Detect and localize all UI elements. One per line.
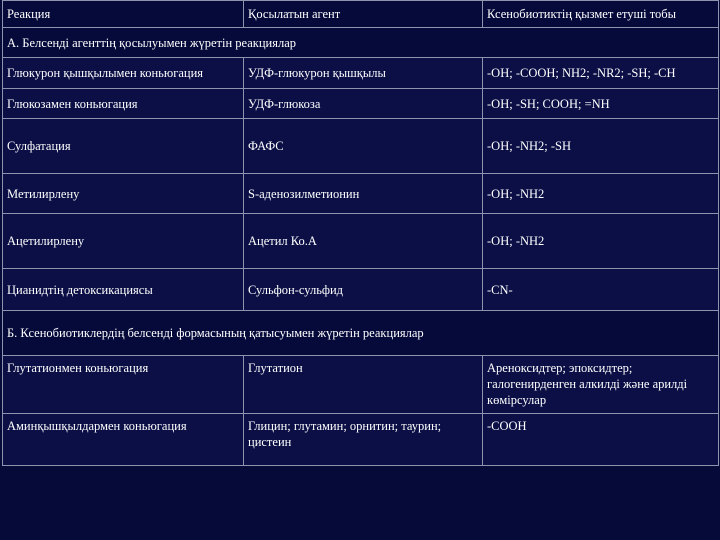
- agent-cell: Сульфон-сульфид: [244, 269, 483, 311]
- reaction-cell: Сулфатация: [3, 119, 244, 174]
- header-group: Ксенобиотиктің қызмет етуші тобы: [483, 1, 719, 28]
- section-b-title: Б. Ксенобиотиклердің белсенді формасының қатысуымен жүретін реакциялар: [3, 311, 719, 356]
- group-cell: -OH; -NH2: [483, 174, 719, 214]
- table-header-row: [3, 1, 719, 28]
- group-cell: Ареноксидтер; эпоксидтер; галогенирденген алкилді және арилді көмірсулар: [483, 356, 719, 414]
- group-cell: -CN-: [483, 269, 719, 311]
- reaction-cell: Цианидтің детоксикациясы: [3, 269, 244, 311]
- table-row: [3, 119, 719, 174]
- agent-cell: Ацетил Ко.А: [244, 214, 483, 269]
- agent-cell: УДФ-глюкоза: [244, 89, 483, 119]
- reaction-cell: Аминқышқылдармен коньюгация: [3, 414, 244, 466]
- reaction-cell: Метилирлену: [3, 174, 244, 214]
- table-row: [3, 414, 719, 466]
- group-cell: -OH; -SH; COOH; =NH: [483, 89, 719, 119]
- table-row: [3, 214, 719, 269]
- agent-cell: S-аденозилметионин: [244, 174, 483, 214]
- agent-cell: ФАФС: [244, 119, 483, 174]
- group-cell: -OH; -NH2; -SH: [483, 119, 719, 174]
- reaction-cell: Глюкурон қышқылымен коньюгация: [3, 58, 244, 89]
- section-a-title: А. Белсенді агенттің қосылуымен жүретін реакциялар: [3, 28, 719, 58]
- table-row: [3, 89, 719, 119]
- reaction-cell: Глутатионмен коньюгация: [3, 356, 244, 414]
- xenobiotic-reactions-table: [2, 0, 719, 466]
- group-cell: -COOH: [483, 414, 719, 466]
- reaction-cell: Ацетилирлену: [3, 214, 244, 269]
- agent-cell: Глутатион: [244, 356, 483, 414]
- section-a-title-row: [3, 28, 719, 58]
- table-row: [3, 356, 719, 414]
- header-agent: Қосылатын агент: [244, 1, 483, 28]
- reaction-cell: Глюкозамен коньюгация: [3, 89, 244, 119]
- table-row: [3, 269, 719, 311]
- agent-cell: Глицин; глутамин; орнитин; таурин; цистеин: [244, 414, 483, 466]
- agent-cell: УДФ-глюкурон қышқылы: [244, 58, 483, 89]
- header-reaction: Реакция: [3, 1, 244, 28]
- table-row: [3, 58, 719, 89]
- group-cell: -OH; -NH2: [483, 214, 719, 269]
- group-cell: -OH; -COOH; NH2; -NR2; -SH; -CH: [483, 58, 719, 89]
- table-row: [3, 174, 719, 214]
- section-b-title-row: [3, 311, 719, 356]
